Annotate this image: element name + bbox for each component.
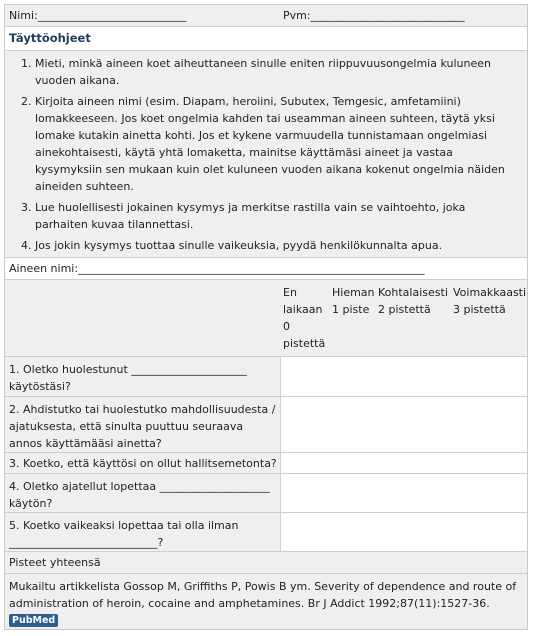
instruction-item: 3. Lue huolellisesti jokainen kysymys ja merkitse rastilla vain se vaihtoehto, joka parhaiten kuvaa tilannettasi. xyxy=(35,199,525,233)
column-none-label: En laikaan xyxy=(283,286,323,316)
substance-name-label: Aineen nimi:_______________________________________________________________ xyxy=(9,262,425,275)
question-text: 1. Oletko huolestunut _____________________ käytöstäsi? xyxy=(9,363,247,393)
question-row-5 xyxy=(5,513,527,552)
instruction-item: 4. Jos jokin kysymys tuottaa sinulle vaikeuksia, pyydä henkilökunnalta apua. xyxy=(35,237,525,254)
answer-cell[interactable] xyxy=(281,513,527,551)
instructions-title-row xyxy=(5,27,527,51)
answer-cell[interactable] xyxy=(281,397,527,452)
column-slightly-points: 1 piste xyxy=(332,303,370,316)
column-slightly xyxy=(332,284,375,318)
question-text: 4. Oletko ajatellut lopettaa ____________________ käytön? xyxy=(9,480,270,510)
header-row xyxy=(5,5,527,27)
column-strongly-points: 3 pistettä xyxy=(453,303,506,316)
citation-text: Mukailtu artikkelista Gossop M, Griffiths P, Powis B ym. Severity of dependence and route of administration of heroin, cocaine and amphetamines. Br J Addict 1992;87(11):1527-36. xyxy=(9,580,517,610)
total-label: Pisteet yhteensä xyxy=(9,556,101,569)
column-moderately-points: 2 pistettä xyxy=(378,303,431,316)
column-strongly-label: Voimakkaasti xyxy=(453,286,527,299)
question-text: 5. Koetko vaikeaksi lopettaa tai olla ilman ___________________________? xyxy=(9,519,239,549)
citation-row xyxy=(5,574,527,629)
question-cell xyxy=(5,397,281,452)
instruction-item: 1. Mieti, minkä aineen koet aiheuttaneen sinulle eniten riippuvuusongelmia kuluneen vuoden aikana. xyxy=(35,55,525,89)
answer-cell[interactable] xyxy=(281,474,527,512)
column-slightly-label: Hieman xyxy=(332,286,375,299)
instructions-title: Täyttöohjeet xyxy=(9,31,91,45)
question-row-3 xyxy=(5,453,527,474)
question-cell xyxy=(5,357,281,396)
substance-row xyxy=(5,258,527,280)
column-none xyxy=(283,284,329,352)
question-row-4 xyxy=(5,474,527,513)
total-row xyxy=(5,552,527,574)
question-cell xyxy=(5,453,281,473)
question-text: 3. Koetko, että käyttösi on ollut hallitsemetonta? xyxy=(9,457,277,470)
name-field-label: Nimi:___________________________ xyxy=(9,9,187,22)
column-moderately-label: Kohtalaisesti xyxy=(378,286,448,299)
pubmed-link[interactable]: PubMed xyxy=(9,614,58,627)
answer-header-row xyxy=(5,280,527,357)
question-cell xyxy=(5,474,281,512)
question-text: 2. Ahdistutko tai huolestutko mahdollisuudesta / ajatuksesta, että sinulta puuttuu seuraava annos käyttämääsi ainetta? xyxy=(9,403,276,450)
column-strongly xyxy=(453,284,526,318)
answer-cell[interactable] xyxy=(281,357,527,396)
question-row-1 xyxy=(5,357,527,397)
question-row-2 xyxy=(5,397,527,453)
column-none-points: 0 pistettä xyxy=(283,320,326,350)
question-cell xyxy=(5,513,281,551)
instruction-item: 2. Kirjoita aineen nimi (esim. Diapam, heroiini, Subutex, Temgesic, amfetamiini) lomakkeeseen. Jos koet ongelmia kahden tai useamman aineen suhteen, täytä yksi lomake kutakin ainetta kohti. Jos et kykene varmuudella tunnistamaan ongelmiasi ainekohtaisesti, käytä yhtä lomaketta, mainitse käyttämäsi aineet ja vastaa kysymyksiin sen mukaan kuin olet kuluneen vuoden aikana kokenut ongelmia näiden aineiden suhteen. xyxy=(35,93,525,195)
instructions-panel xyxy=(5,51,527,258)
column-moderately xyxy=(378,284,448,318)
form-frame xyxy=(4,4,528,630)
answer-cell[interactable] xyxy=(281,453,527,473)
instructions-list xyxy=(5,55,525,258)
date-field-label: Pvm:____________________________ xyxy=(283,9,465,22)
